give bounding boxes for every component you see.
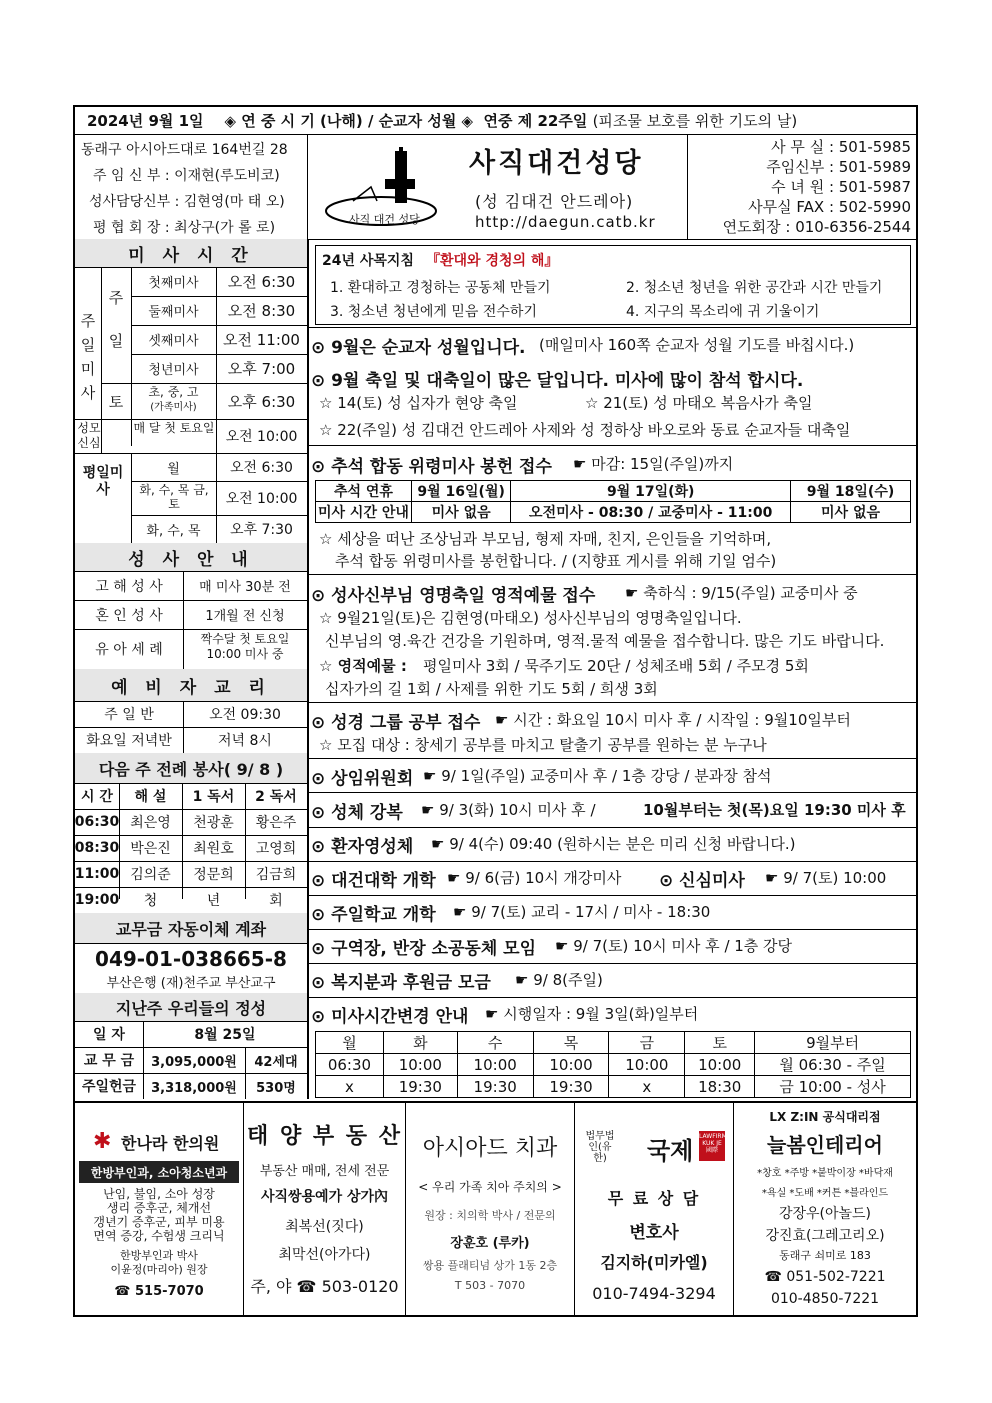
service-youth: 회 bbox=[269, 893, 283, 909]
catechumen-tuesday: 화요일 저녁반 bbox=[86, 733, 172, 749]
schedule-cell: 금 10:00 - 성사 bbox=[755, 1076, 911, 1098]
schedule-cell: x bbox=[609, 1076, 685, 1098]
notice-martyrs-title: ⊙ 9월은 순교자 성월입니다. bbox=[311, 338, 526, 358]
ad1-service: 갱년기 증후군, 피부 미용 bbox=[93, 1215, 225, 1229]
service-cell: 고영희 bbox=[255, 841, 297, 857]
ad3-doctor: 장훈호 (루카) bbox=[450, 1235, 530, 1251]
notice-nameday-line-2: 신부님의 영.육간 건강을 기원하며, 영적.물적 예물을 접수합니다. 많은 기도 바랍니다. bbox=[325, 632, 885, 650]
notice-community-title: ⊙ 구역장, 반장 소공동체 모임 bbox=[311, 939, 537, 959]
notice-feast-3: ☆ 22(주일) 성 김대건 안드레아 사제와 성 정하상 바오로와 동료 순교자들 대축일 bbox=[319, 421, 851, 439]
sunday-label-mi: 미 bbox=[80, 359, 96, 378]
weekday-name-1: 월 bbox=[167, 461, 180, 477]
notice-spiritual-gift-label: ☆ 영적예물 : bbox=[319, 657, 407, 675]
schedule-cell: 19:30 bbox=[383, 1076, 457, 1098]
ad1-service: 면역 증강, 수험생 크리닉 bbox=[93, 1229, 225, 1243]
saturday-mass-name bbox=[131, 385, 216, 415]
ad3-slogan: < 우리 가족 치아 주치의 > bbox=[418, 1179, 562, 1194]
ad5-name: 늘봄인테리어 bbox=[767, 1132, 883, 1157]
notice-feasts-title: ⊙ 9월 축일 및 대축일이 많은 달입니다. 미사에 많이 참석 합시다. bbox=[311, 371, 804, 391]
phone-convent: 수 녀 원 : 501-5987 bbox=[771, 178, 911, 196]
notice-welfare-title: ⊙ 복지분과 후원금 모금 bbox=[311, 973, 491, 993]
offering-title: 지난주 우리들의 정성 bbox=[75, 993, 307, 1021]
sunday-label-il: 일 bbox=[80, 335, 96, 354]
notice-committee-title: ⊙ 상임위원회 bbox=[311, 769, 414, 789]
ad5-top: LX Z:IN 공식대리점 bbox=[769, 1109, 881, 1124]
catechumen-sunday: 주 일 반 bbox=[104, 707, 154, 723]
offering-amount-1: 3,095,000원 bbox=[151, 1054, 237, 1070]
offering-count-1: 42세대 bbox=[254, 1054, 298, 1070]
account-bank: 부산은행 (재)천주교 부산교구 bbox=[106, 975, 276, 991]
chuseok-head: 추석 연휴 bbox=[316, 481, 412, 502]
ad2-tel: 주, 야 ☎ 503-0120 bbox=[250, 1276, 399, 1296]
ad-real-estate bbox=[244, 1101, 405, 1315]
mass-time-1: 오전 6:30 bbox=[227, 273, 296, 291]
weekday-time-1: 오전 6:30 bbox=[230, 460, 293, 476]
header-week: 연중 제 22주일 bbox=[483, 112, 588, 130]
ad-interior bbox=[734, 1101, 916, 1315]
offering-name-1: 교 무 금 bbox=[83, 1053, 135, 1069]
header-date: 2024년 9월 1일 bbox=[87, 112, 204, 130]
offering-count-2: 530명 bbox=[256, 1080, 296, 1096]
notice-schedule-note: ☛ 시행일자 : 9월 3일(화)일부터 bbox=[485, 1005, 699, 1023]
schedule-cell: 10:00 bbox=[383, 1054, 457, 1076]
mass-time-2: 오전 8:30 bbox=[227, 302, 296, 320]
notice-sunday-school-title: ⊙ 주일학교 개학 bbox=[311, 905, 436, 925]
ad5-tel-2: 010-4850-7221 bbox=[770, 1291, 880, 1307]
service-cell: 정문희 bbox=[193, 867, 234, 883]
schedule-head: 월 bbox=[316, 1032, 384, 1054]
catechumen-title: 예 비 자 교 리 bbox=[75, 669, 307, 701]
ad5-services-1: *창호 *주방 *붙박이장 *바닥재 bbox=[757, 1167, 893, 1179]
notice-nameday-note: ☛ 축하식 : 9/15(주일) 교중미사 중 bbox=[625, 584, 858, 602]
schedule-head: 수 bbox=[457, 1032, 533, 1054]
mass-name-3: 셋째미사 bbox=[148, 334, 199, 349]
motto-item-2: 2. 청소년 청년을 위한 공간과 시간 만들기 bbox=[626, 280, 883, 296]
schedule-head: 토 bbox=[685, 1032, 755, 1054]
sunday-label-sa: 사 bbox=[80, 383, 96, 402]
ad3-address: 쌍용 플래티넘 상가 1동 2층 bbox=[422, 1259, 558, 1272]
ad5-services-2: *욕실 *도배 *커튼 *블라인드 bbox=[761, 1187, 889, 1199]
notice-sick-communion-title: ⊙ 환자영성체 bbox=[311, 837, 414, 857]
service-cell: 최원호 bbox=[193, 841, 234, 857]
service-head-reading2: 2 독서 bbox=[255, 789, 297, 805]
notice-feast-2: ☆ 21(토) 성 마태오 복음사가 축일 bbox=[585, 394, 813, 412]
ad-law-firm bbox=[575, 1101, 733, 1315]
sacrament-baptism: 유 아 세 례 bbox=[95, 642, 163, 658]
parish-assistant: 성사담당신부 : 김현영(마 태 오) bbox=[89, 194, 285, 210]
motto-prefix: 24년 사목지침 bbox=[322, 253, 414, 269]
schedule-cell: x bbox=[316, 1076, 384, 1098]
chuseok-table bbox=[315, 480, 911, 523]
ad4-stamp: LAWFIRM KUK JE 國際 bbox=[699, 1131, 725, 1161]
ad1-director: 이윤정(마리아) 원장 bbox=[110, 1263, 208, 1276]
logo-text: 사직 대건 성당 bbox=[349, 213, 420, 226]
notice-chuseok-title: ⊙ 추석 합동 위령미사 봉헌 접수 bbox=[311, 457, 552, 477]
ad4-line-1: 무 료 상 담 bbox=[607, 1188, 701, 1208]
notice-devotion-note: ☛ 9/ 7(토) 10:00 bbox=[765, 869, 887, 887]
sacrament-baptism-value: 짝수달 첫 토요일 10:00 미사 중 bbox=[200, 632, 290, 661]
notice-committee-note: ☛ 9/ 1일(주일) 교중미사 후 / 1층 강당 / 분과장 참석 bbox=[423, 767, 772, 785]
service-time-3: 11:00 bbox=[74, 866, 120, 882]
ad1-doctor bbox=[75, 1249, 243, 1277]
schedule-cell: 19:30 bbox=[533, 1076, 609, 1098]
notice-college-note: ☛ 9/ 6(금) 10시 개강미사 bbox=[447, 869, 622, 887]
schedule-head: 화 bbox=[383, 1032, 457, 1054]
sacrament-marriage: 혼 인 성 사 bbox=[95, 607, 163, 624]
chuseok-cell: 오전미사 - 08:30 / 교중미사 - 11:00 bbox=[511, 502, 791, 523]
notice-chuseok-line-2: 추석 합동 위령미사를 봉헌합니다. / (지향표 게시를 위해 기일 엄수) bbox=[335, 552, 777, 570]
mass-time-4: 오후 7:00 bbox=[227, 360, 296, 378]
schedule-head: 목 bbox=[533, 1032, 609, 1054]
catechumen-sunday-value: 오전 09:30 bbox=[209, 707, 281, 723]
parish-phones bbox=[691, 137, 911, 237]
ad1-band: 한방부인과, 소아청소년과 bbox=[79, 1161, 239, 1183]
ad5-tel-1: ☎ 051-502-7221 bbox=[764, 1269, 886, 1285]
notice-chuseok-line-1: ☆ 세상을 떠난 조상님과 부모님, 형제 자매, 친지, 은인들을 기억하며, bbox=[319, 530, 772, 548]
ad2-person-1: 최복선(짓다) bbox=[285, 1219, 364, 1235]
notice-community-note: ☛ 9/ 7(토) 10시 미사 후 / 1층 강당 bbox=[555, 937, 793, 955]
notice-spiritual-gift-line-1: 평일미사 3회 / 묵주기도 20단 / 성체조배 5회 / 주모경 5회 bbox=[423, 657, 809, 675]
notice-bible-line: ☆ 모집 대상 : 창세기 공부를 마치고 탈출기 공부를 원하는 분 누구나 bbox=[319, 736, 767, 754]
ad1-name: 한나라 한의원 bbox=[121, 1134, 220, 1153]
chuseok-head: 9월 16일(월) bbox=[411, 481, 510, 502]
pastoral-motto-box bbox=[315, 245, 911, 325]
notice-sick-communion-note: ☛ 9/ 4(수) 09:40 (원하시는 분은 미리 신청 바랍니다.) bbox=[431, 835, 796, 853]
service-youth: 년 bbox=[206, 893, 221, 909]
notice-sunday-school-note: ☛ 9/ 7(토) 교리 - 17시 / 미사 - 18:30 bbox=[453, 903, 711, 921]
service-cell: 김의준 bbox=[130, 867, 171, 883]
sacrament-confession: 고 해 성 사 bbox=[95, 578, 163, 595]
notice-benediction-note: ☛ 9/ 3(화) 10시 미사 후 / bbox=[421, 801, 596, 819]
notice-devotion-title: ⊙ 신심미사 bbox=[659, 871, 745, 891]
chuseok-head: 9월 17일(화) bbox=[511, 481, 791, 502]
ad1-service: 생리 증후군, 체개선 bbox=[106, 1201, 212, 1215]
mass-title: 미 사 시 간 bbox=[75, 239, 307, 267]
ad4-line-2: 변호사 bbox=[629, 1222, 679, 1243]
sacraments-title: 성 사 안 내 bbox=[75, 543, 307, 571]
schedule-cell: 10:00 bbox=[685, 1054, 755, 1076]
offering-date-label: 일 자 bbox=[93, 1027, 125, 1043]
ad2-location: 사직쌍용예가 상가內 bbox=[260, 1189, 389, 1205]
weekday-name-2: 화, 수, 목 금, 토 bbox=[139, 483, 209, 511]
phone-yeondo: 연도회장 : 010-6356-2544 bbox=[722, 218, 911, 236]
ad-oriental-clinic bbox=[75, 1101, 243, 1315]
schedule-cell: 18:30 bbox=[685, 1076, 755, 1098]
chuseok-cell: 미사 없음 bbox=[791, 502, 911, 523]
flower-icon: ✱ bbox=[93, 1129, 112, 1154]
parish-logo bbox=[319, 143, 443, 231]
ad3-name: 아시아드 치과 bbox=[422, 1135, 558, 1161]
service-cell: 박은진 bbox=[130, 841, 171, 857]
ad4-name: 국제 bbox=[647, 1137, 694, 1165]
service-cell: 천광훈 bbox=[193, 815, 234, 831]
account-number[interactable]: 049-01-038665-8 bbox=[95, 947, 287, 971]
sunday-il: 일 bbox=[108, 331, 124, 350]
weekday-time-2: 오전 10:00 bbox=[225, 491, 298, 507]
schedule-cell: 10:00 bbox=[609, 1054, 685, 1076]
header-intention: (피조물 보호를 위한 기도의 날) bbox=[592, 112, 798, 130]
chuseok-head: 9월 18일(수) bbox=[791, 481, 911, 502]
notice-benediction-title: ⊙ 성체 강복 bbox=[311, 803, 403, 823]
ad3-tel: T 503 - 7070 bbox=[454, 1278, 526, 1292]
parish-patron: (성 김대건 안드레아) bbox=[475, 192, 634, 211]
service-title: 다음 주 전례 봉사( 9/ 8 ) bbox=[75, 753, 307, 783]
ad2-sub: 부동산 매매, 전세 전문 bbox=[259, 1163, 390, 1179]
service-time-2: 08:30 bbox=[74, 840, 120, 856]
service-head-commentary: 해 설 bbox=[134, 789, 167, 805]
ad5-person-2: 강진효(그레고리오) bbox=[765, 1228, 885, 1244]
mass-name-4: 청년미사 bbox=[148, 363, 199, 378]
motto-item-3: 3. 청소년 청년에게 믿음 전수하기 bbox=[330, 304, 537, 320]
phone-pastor: 주임신부 : 501-5989 bbox=[766, 158, 911, 176]
schedule-cell: 10:00 bbox=[533, 1054, 609, 1076]
schedule-head: 9월부터 bbox=[755, 1032, 911, 1054]
parish-url[interactable]: http://daegun.catb.kr bbox=[475, 213, 656, 231]
offering-amount-2: 3,318,000원 bbox=[151, 1080, 237, 1096]
notice-martyrs-note: (매일미사 160쪽 순교자 성월 기도를 바칩시다.) bbox=[539, 336, 855, 354]
special-label: 성모신심 bbox=[77, 421, 101, 450]
phone-fax: 사무실 FAX : 502-5990 bbox=[748, 198, 911, 216]
service-time-1: 06:30 bbox=[74, 814, 120, 830]
ad4-label: 법무법인(유한) bbox=[585, 1131, 615, 1164]
catechumen-tuesday-value: 저녁 8시 bbox=[218, 733, 272, 749]
service-time-4: 19:00 bbox=[74, 892, 120, 908]
chuseok-cell: 미사 시간 안내 bbox=[316, 502, 412, 523]
service-youth: 청 bbox=[143, 893, 158, 909]
notice-benediction-bold: 10월부터는 첫(목)요일 19:30 미사 후 bbox=[643, 801, 906, 819]
notice-chuseok-note: ☛ 마감: 15일(주일)까지 bbox=[573, 455, 734, 473]
special-name: 매 달 첫 토요일 bbox=[133, 421, 215, 435]
sat-name: 초, 중, 고 bbox=[148, 385, 199, 399]
service-head-time: 시 간 bbox=[81, 789, 113, 805]
offering-date: 8월 25일 bbox=[194, 1027, 256, 1043]
notice-bible-note: ☛ 시간 : 화요일 10시 미사 후 / 시작일 : 9월10일부터 bbox=[495, 711, 851, 729]
ad3-credentials: 원장 : 치의학 박사 / 전문의 bbox=[424, 1209, 556, 1222]
saturday-mass-time: 오후 6:30 bbox=[227, 392, 296, 411]
ad4-line-3: 김지하(미카엘) bbox=[600, 1252, 708, 1272]
sat-sub: (가족미사) bbox=[150, 402, 197, 413]
schedule-cell: 10:00 bbox=[457, 1054, 533, 1076]
service-cell: 김금희 bbox=[255, 867, 297, 883]
schedule-cell: 06:30 bbox=[316, 1054, 384, 1076]
service-cell: 황은주 bbox=[255, 815, 297, 831]
ad5-person-1: 강장우(아놀드) bbox=[778, 1206, 872, 1222]
sunday-ju: 주 bbox=[108, 288, 124, 307]
sacrament-marriage-value: 1개월 전 신청 bbox=[205, 609, 285, 624]
ad1-tel: ☎ 515-7070 bbox=[114, 1283, 204, 1299]
notice-bible-title: ⊙ 성경 그룹 공부 접수 bbox=[311, 713, 481, 733]
chuseok-cell: 미사 없음 bbox=[411, 502, 510, 523]
parish-name: 사직대건성당 bbox=[469, 148, 644, 179]
mass-time-3: 오전 11:00 bbox=[223, 331, 300, 349]
account-title: 교무금 자동이체 계좌 bbox=[75, 913, 307, 943]
sacrament-confession-value: 매 미사 30분 전 bbox=[199, 580, 291, 595]
parish-pastor: 주 임 신 부 : 이재현(루도비코) bbox=[93, 168, 280, 184]
ad1-services bbox=[75, 1187, 243, 1243]
sunday-label-ju: 주 bbox=[80, 311, 96, 330]
weekday-label: 평일미사 bbox=[82, 465, 124, 498]
offering-name-2: 주일헌금 bbox=[81, 1079, 137, 1095]
notice-spiritual-gift-line-2: 십자가의 길 1회 / 사제를 위한 기도 5회 / 희생 3회 bbox=[325, 680, 658, 698]
schedule-cell: 월 06:30 - 주일 bbox=[755, 1054, 911, 1076]
notice-welfare-note: ☛ 9/ 8(주일) bbox=[515, 971, 603, 989]
mass-name-1: 첫째미사 bbox=[148, 276, 199, 291]
motto-title: 『환대와 경청의 해』 bbox=[426, 253, 559, 269]
saturday-label: 토 bbox=[108, 392, 124, 411]
phone-office: 사 무 실 : 501-5985 bbox=[771, 138, 911, 156]
weekday-name-3: 화, 수, 목 bbox=[146, 523, 201, 539]
notice-college-title: ⊙ 대건대학 개학 bbox=[311, 871, 436, 891]
parish-council: 평 협 회 장 : 최상구(가 롤 로) bbox=[93, 220, 276, 236]
header-bar bbox=[75, 107, 916, 134]
header-season: ◈ 연 중 시 기 (나해) / 순교자 성월 ◈ bbox=[224, 112, 474, 130]
mass-name-2: 둘째미사 bbox=[148, 305, 199, 320]
bulletin-page bbox=[73, 105, 918, 1317]
weekday-time-3: 오후 7:30 bbox=[230, 522, 293, 538]
ad1-service: 난임, 불임, 소아 성장 bbox=[103, 1187, 215, 1201]
schedule-table bbox=[315, 1031, 911, 1098]
ad5-address: 동래구 쇠미로 183 bbox=[779, 1249, 871, 1262]
parish-address: 동래구 아시아드대로 164번길 28 bbox=[81, 142, 288, 158]
notice-nameday-line-1: ☆ 9월21일(토)은 김현영(마태오) 성사신부님의 영명축일입니다. bbox=[319, 609, 742, 627]
ad2-person-2: 최막선(아가다) bbox=[278, 1247, 371, 1263]
special-time: 오전 10:00 bbox=[225, 429, 298, 445]
notice-schedule-title: ⊙ 미사시간변경 안내 bbox=[311, 1007, 469, 1027]
service-head-reading1: 1 독서 bbox=[192, 789, 235, 805]
ad-dental-clinic bbox=[406, 1101, 574, 1315]
notice-feast-1: ☆ 14(토) 성 십자가 현양 축일 bbox=[319, 394, 518, 412]
schedule-head: 금 bbox=[609, 1032, 685, 1054]
service-cell: 최은영 bbox=[130, 815, 171, 831]
ad4-tel: 010-7494-3294 bbox=[592, 1283, 716, 1303]
ad2-name: 태 양 부 동 산 bbox=[247, 1123, 402, 1149]
schedule-cell: 19:30 bbox=[457, 1076, 533, 1098]
notice-nameday-title: ⊙ 성사신부님 영명축일 영적예물 접수 bbox=[311, 586, 596, 606]
motto-item-4: 4. 지구의 목소리에 귀 기울이기 bbox=[626, 304, 820, 320]
motto-item-1: 1. 환대하고 경청하는 공동체 만들기 bbox=[330, 280, 551, 296]
ad1-doc-title: 한방부인과 박사 bbox=[120, 1249, 198, 1262]
